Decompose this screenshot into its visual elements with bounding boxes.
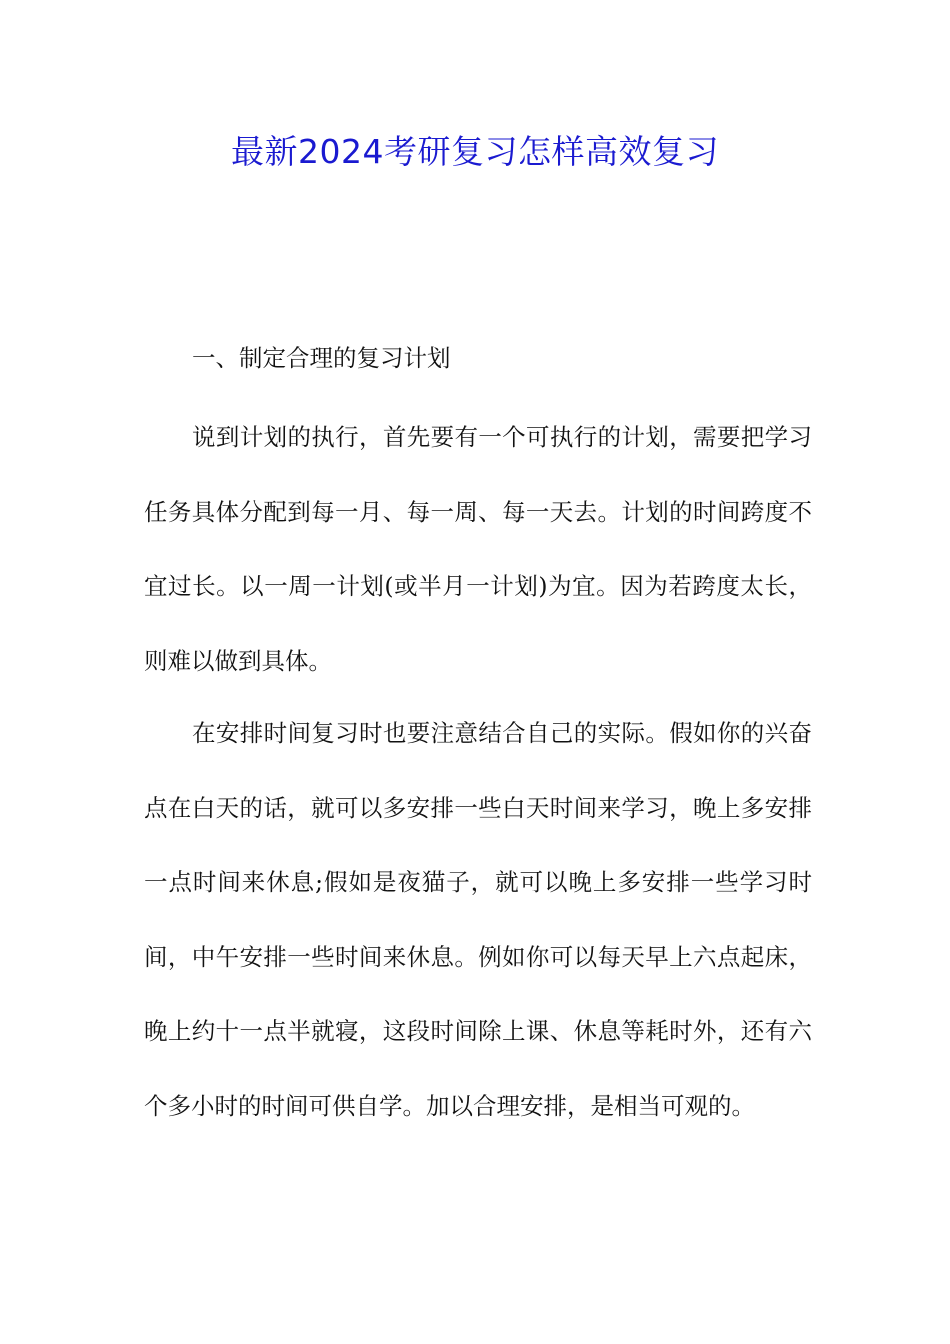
paragraph-2: 在安排时间复习时也要注意结合自己的实际。假如你的兴奋点在白天的话，就可以多安排一些白天时间来学习，晚上多安排一点时间来休息;假如是夜猫子，就可以晚上多安排一些学习时间，中午安排一些时间来休息。例如你可以每天早上六点起床，晚上约十一点半就寝，这段时间除上课、休息等耗时外，还有六个多小时的时间可供自学。加以合理安排，是相当可观的。 [144, 719, 812, 1120]
section-heading: 一、制定合理的复习计划 [192, 344, 451, 372]
document-title: 最新2024考研复习怎样高效复习 [231, 132, 719, 171]
paragraph-1: 说到计划的执行，首先要有一个可执行的计划，需要把学习任务具体分配到每一月、每一周、每一天去。计划的时间跨度不宜过长。以一周一计划(或半月一计划)为宜。因为若跨度太长，则难以做到具体。 [144, 423, 812, 675]
